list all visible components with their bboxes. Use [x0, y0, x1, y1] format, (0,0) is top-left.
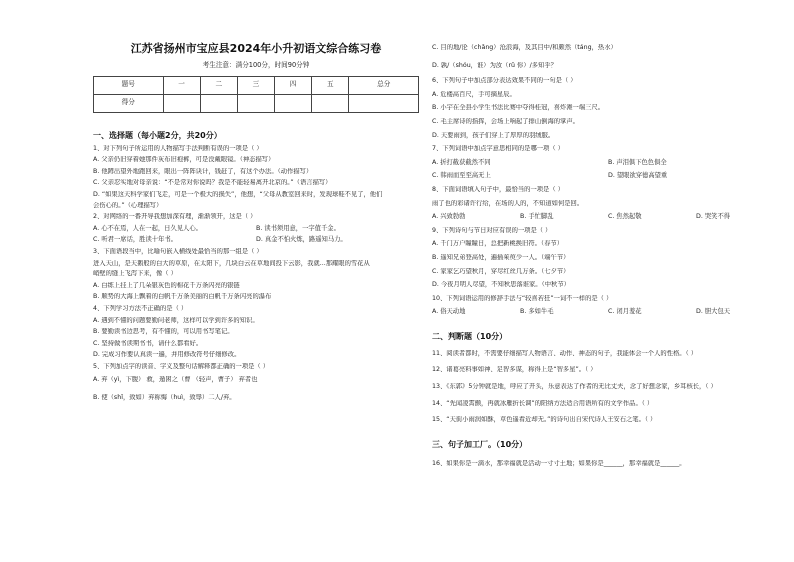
question-text: 7、下列词语中加点字意思相同的是哪一项（ ）: [432, 145, 564, 153]
question-text: 6、下列句子中加点部分表达效果不同的一句是（ ）: [432, 77, 577, 85]
score-header-cell: 一: [163, 76, 200, 94]
option-text: B. 小宇在全县小学生书法比赛中夺得桂冠，喜炸滩一端三尺。: [432, 104, 605, 112]
score-cell[interactable]: [275, 94, 312, 112]
option-row: [432, 172, 784, 180]
option-text: C. 焦然起敬: [608, 213, 642, 221]
option-text: A. 折打截获截然不同: [432, 158, 491, 166]
question-text: 1、对下列句子所运用的人物描写手法判断有误的一项是（ ）: [93, 144, 263, 152]
option-text: B. 读书须用意，一字值千金。: [256, 224, 340, 232]
option-text: C. 听君一席话，胜读十年书。: [93, 236, 177, 244]
passage-text: 峭壁的缝上飞泻下来，像（ ）: [93, 270, 177, 278]
option-text: A. 千门万户瞳瞳日，总把新桃换旧符。（春节）: [432, 240, 563, 248]
option-row: [93, 236, 419, 244]
passage-text: 进入天山，是天鹅般的白大的草原，在太阳下，几块白云在草地间投下云影，我就...那耀眼的雪花从: [93, 259, 370, 267]
option-row: [432, 213, 784, 221]
page-title: 江苏省扬州市宝应县2024年小升初语文综合练习卷: [130, 42, 382, 55]
question-text: 2、对网络的一番开导我想加深有理，渐渐领开，这是（ ）: [93, 213, 257, 221]
score-header-cell: 题号: [94, 76, 164, 94]
option-text: B. 遥知兄弟登高处，遍插茱萸少一人。（端午节）: [432, 253, 570, 261]
option-text: A. 白练上挂上了几朵银灰色的棉花千万条闪亮的银链: [93, 281, 240, 289]
question-text: 10、下列词语运用的修辞手法与“较喜若狂”一词不一样的是（ ）: [432, 294, 613, 302]
option-text: A. 俗天动地: [432, 308, 466, 316]
score-table-row: [94, 94, 419, 112]
score-table: [93, 76, 419, 113]
option-text: C. 毛主席诗的指挥，会场上响起了排山倒海的掌声。: [432, 117, 579, 125]
option-row: [93, 225, 419, 233]
question-text: 9、下列诗句与节日对应有误的一项是（ ）: [432, 226, 552, 234]
option-text: D. 天要雨到，孩子们穿上了厚厚的羽绒服。: [432, 131, 555, 139]
option-text: A. 危楼高百尺，手可摘星辰。: [432, 90, 516, 98]
left-column: [93, 0, 419, 402]
option-text: D. “如果这天科学家们飞走，可是一个极大的损失”，他想，“父母从教室回来时，发现球鞋不见了，他们: [93, 190, 383, 198]
score-table-header-row: [94, 76, 419, 94]
score-header-cell: 四: [275, 76, 312, 94]
question-text: 13、《东郭》5分钟就是地，呼应了开头，乐意表达了作者的无比丈夫，念了好想念家，乡耳核长，（ ）: [432, 383, 717, 391]
option-text: D. 完成习作要认真读一遍，并用修改符号仔细修改。: [93, 351, 241, 359]
option-text: B. 多如牛毛: [520, 308, 554, 316]
option-text: D. 胆大包天: [696, 308, 731, 316]
question-block: [93, 145, 419, 402]
option-text: D. 真金不怕火炼，路遥知马力。: [256, 236, 347, 244]
option-text: A. 遇到不懂的问题要勤问老师，这样可以学到许多的知识。: [93, 316, 259, 324]
score-cell[interactable]: [237, 94, 274, 112]
question-text: 12、诸葛亮料事如神、足智多谋，称得上是“智多星”。（ ）: [432, 366, 597, 374]
score-cell[interactable]: [163, 94, 200, 112]
option-text: B. 使（shǐ，致如）弃称悔（huì，致辱）二人/弃。: [93, 394, 236, 402]
question-text: 14、“先闻凌霄颤，再就冰雁折长调”的阳纳方法适合用语所有的文学作品。（ ）: [432, 399, 654, 407]
option-text: A. 心不在焉，人在一起，日久见人心。: [93, 224, 202, 232]
option-text: A. 兴致勃勃: [432, 213, 466, 221]
option-text: D. 孰/（shóu，谁）为汝（rǔ 你）/多知乎？: [432, 61, 557, 69]
option-text: C. 闭月羞花: [608, 308, 642, 316]
right-column: [432, 0, 784, 467]
question-text: 16、如果你是一滴水，那幸福就是活动一寸寸土地；如果你是______，那幸福就是______。: [432, 459, 686, 467]
score-header-cell: 五: [312, 76, 349, 94]
section-heading: 三、句子加工厂。（10分）: [432, 439, 528, 449]
section-heading: 一、选择题（每小题2分，共20分）: [93, 130, 222, 140]
option-text: D. 望眼欲穿德高望重: [608, 172, 668, 180]
score-header-cell: 二: [200, 76, 237, 94]
option-text: C. 父亲忍实地对母亲说：“不是常对你说吗？我是不能轻易离开北京的。”（语言描写）: [93, 179, 332, 187]
option-text: A. 父亲仍旧穿着她那件灰布旧袍裤，可是没戴眼镜。（神态描写）: [93, 156, 275, 164]
option-text: 会伤心的。”（心理描写）: [93, 201, 163, 209]
score-header-cell: 总分: [349, 76, 419, 94]
option-text: B. 声泪俱下色色俱全: [608, 158, 667, 166]
score-row-label: 得分: [94, 94, 164, 112]
score-cell[interactable]: [349, 94, 419, 112]
question-text: 4、下列学习方法不正确的是（ ）: [93, 304, 188, 312]
option-row: [432, 159, 784, 167]
exam-notice: 考生注意：满分100分，时间90分钟: [202, 61, 310, 69]
question-text: 5、下列加点字的读音、字义及整句话解释都正确的一项是（ ）: [93, 362, 270, 370]
option-text: B. 顺势的大海上飘着的白帆千万条美丽的白帆千万条闪亮的瀑布: [93, 293, 272, 301]
option-text: D. 哭笑不得: [696, 213, 731, 221]
option-text: B. 手忙脚乱: [520, 213, 554, 221]
option-text: B. 他蹲出望外地跑回来，眼出一阵阵诀计，钱赶了，有这个办法。（动作描写）: [93, 167, 313, 175]
section-heading: 二、判断题（10分）: [432, 331, 508, 341]
option-row: [432, 308, 784, 316]
option-text: C. 坚持做书读期书书，请什么都看好。: [93, 339, 203, 347]
option-text: C. 目的地/论（chǎng）沧浪海，及其目中/和颇然（táng，热水）: [432, 44, 617, 51]
passage-text: 雨了也的彩诸许行给，在场的人的，不知道如何是回。: [432, 199, 584, 207]
option-text: C. 韩雨而至至高无上: [432, 172, 491, 180]
option-text: C. 家家乞巧望秋月，穿尽红丝几万条。（七夕节）: [432, 267, 570, 275]
question-text: 8、下面词语填入句子中，最恰当的一项是（ ）: [432, 185, 564, 193]
option-text: A. 弃（yì，下腹） 救，遁困之（曹 （轻声，曹子） 弃者也: [93, 376, 258, 384]
score-cell[interactable]: [312, 94, 349, 112]
question-text: 11、阅读者都时，不需要仔细描写人物语言、动作、神态的句子，我能体会一个人的性格。（ ）: [432, 349, 698, 357]
option-text: D. 今夜月明人尽望，不知秋思落谁家。（中秋节）: [432, 281, 570, 289]
score-cell[interactable]: [200, 94, 237, 112]
score-header-cell: 三: [237, 76, 274, 94]
question-text: 3、下面语段当中，比喻句嵌入横线处最恰当的那一组是（ ）: [93, 247, 263, 255]
question-text: 15、“天街小雨润如酥，草色遥看近却无。”的诗句出自宋代诗人王安石之笔。（ ）: [432, 416, 657, 424]
option-text: B. 要勤读书边思考，有不懂的，可以用书写笔记。: [93, 328, 234, 336]
